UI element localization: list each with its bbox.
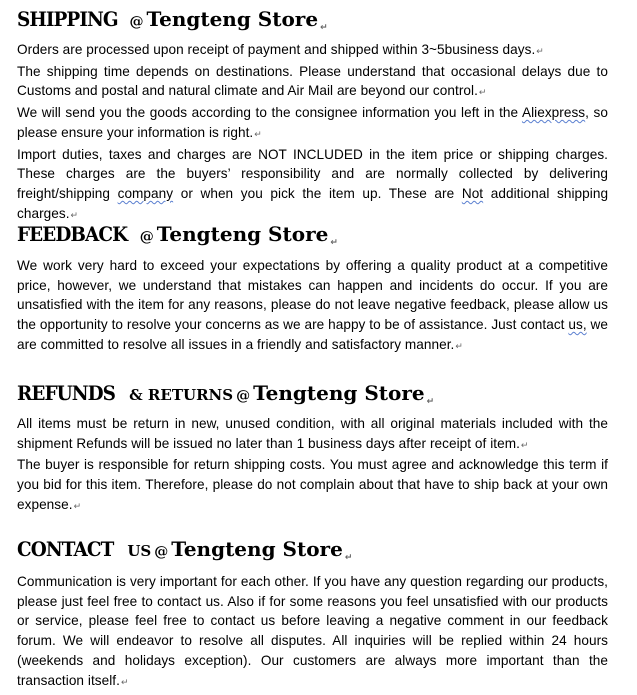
refunds-heading	[17, 380, 434, 415]
refunds-heading-returns: & RETURNS	[129, 386, 234, 404]
feedback-text-commitment: we are committed to resolve all issues in a friendly and satisfactory manner.	[17, 317, 608, 352]
shipping-text-duties: Import duties, taxes and charges are NOT INCLUDED in the item price or shipping charges. These charges are the buyers’ responsibility and are normally collected by delivering freight/shipping	[17, 146, 608, 201]
us-word: us,	[568, 317, 587, 333]
company-word: company	[117, 185, 174, 201]
shipping-text-additional: additional shipping charges.	[17, 185, 609, 221]
return-mark-icon: ↵	[455, 340, 463, 351]
shipping-heading-store: Tengteng Store	[146, 7, 319, 31]
shipping-text-consignee: We will send you the goods according to the consignee information you left in the	[17, 105, 519, 121]
feedback-heading-store: Tengteng Store	[156, 222, 329, 246]
return-mark-icon: ↵	[70, 209, 79, 220]
contact-heading	[17, 536, 352, 571]
shipping-paragraph	[17, 40, 608, 62]
shipping-paragraph	[17, 62, 608, 103]
aliexpress-word: Aliexpress	[521, 105, 586, 121]
refunds-heading-store: Tengteng Store	[253, 381, 425, 405]
return-mark-icon: ↵	[426, 397, 435, 407]
contact-heading-us: US	[127, 542, 152, 560]
refunds-heading-at: @	[236, 388, 251, 404]
return-mark-icon: ↵	[344, 553, 353, 563]
feedback-heading-word: FEEDBACK	[17, 222, 128, 246]
contact-heading-word: CONTACT	[17, 537, 114, 561]
return-mark-icon: ↵	[536, 46, 544, 56]
shipping-text-pickup: or when you pick the item up. These are	[180, 185, 455, 201]
shipping-paragraph	[17, 145, 608, 226]
feedback-heading-at: @	[139, 229, 154, 245]
return-mark-icon: ↵	[254, 128, 262, 139]
shipping-text-delays: The shipping time depends on destinations. Please understand that occasional delays due to Customs and postal and natural climate and Air Mail are beyond our control.	[17, 63, 608, 99]
refunds-paragraph	[17, 455, 608, 516]
return-mark-icon: ↵	[520, 439, 529, 450]
contact-heading-at: @	[154, 544, 169, 560]
refunds-section-body	[17, 414, 608, 517]
refunds-text-costs: The buyer is responsible for return shipping costs. You must agree and acknowledge this term if you bid for this item. Therefore, please do not complain about that have to ship back at your own expense.	[17, 457, 608, 512]
return-mark-icon: ↵	[320, 23, 328, 33]
shipping-section-body	[17, 40, 608, 225]
contact-heading-store: Tengteng Store	[171, 537, 343, 561]
return-mark-icon: ↵	[330, 238, 338, 248]
shipping-text-processing: Orders are processed upon receipt of payment and shipped within 3~5business days.	[17, 42, 536, 57]
contact-section-body	[17, 572, 608, 692]
return-mark-icon: ↵	[120, 676, 129, 687]
return-mark-icon: ↵	[478, 87, 487, 98]
contact-paragraph	[17, 572, 608, 692]
refunds-paragraph	[17, 414, 608, 455]
shipping-heading	[17, 6, 328, 41]
feedback-section-body	[17, 256, 608, 357]
shipping-text-ensure: , so please ensure your information is right.	[17, 105, 608, 140]
shipping-paragraph	[17, 103, 608, 144]
feedback-paragraph	[17, 256, 608, 357]
shipping-heading-word: SHIPPING	[17, 7, 118, 31]
refunds-text-condition: All items must be return in new, unused condition, with all original materials included with the shipment Refunds will be issued no later than 1 business days after receipt of item.	[17, 416, 608, 451]
refunds-heading-word: REFUNDS	[17, 381, 116, 405]
feedback-text-main: We work very hard to exceed your expectations by offering a quality product at a competitive price, however, we understand that mistakes can happen and incidents do occur. If you are unsatisfied with the item for any reasons, please do not leave negative feedback, please allow us the opportunity to resolve your concerns as we are happy to be of assistance. Just contact	[17, 258, 608, 333]
return-mark-icon: ↵	[73, 500, 82, 511]
contact-text-main: Communication is very important for each other. If you have any question regarding our products, please just feel free to contact us. Also if for some reasons you feel unsatisfied with our products or service, please feel free to contact us before leaving a negative comment in our feedback forum. We will endeavor to resolve all disputes. All inquiries will be replied within 24 hours (weekends and holidays exception). Our customers are always more important than the transaction itself.	[17, 574, 608, 688]
feedback-heading	[17, 221, 338, 256]
shipping-heading-at: @	[129, 14, 144, 30]
not-word: Not	[461, 185, 484, 201]
